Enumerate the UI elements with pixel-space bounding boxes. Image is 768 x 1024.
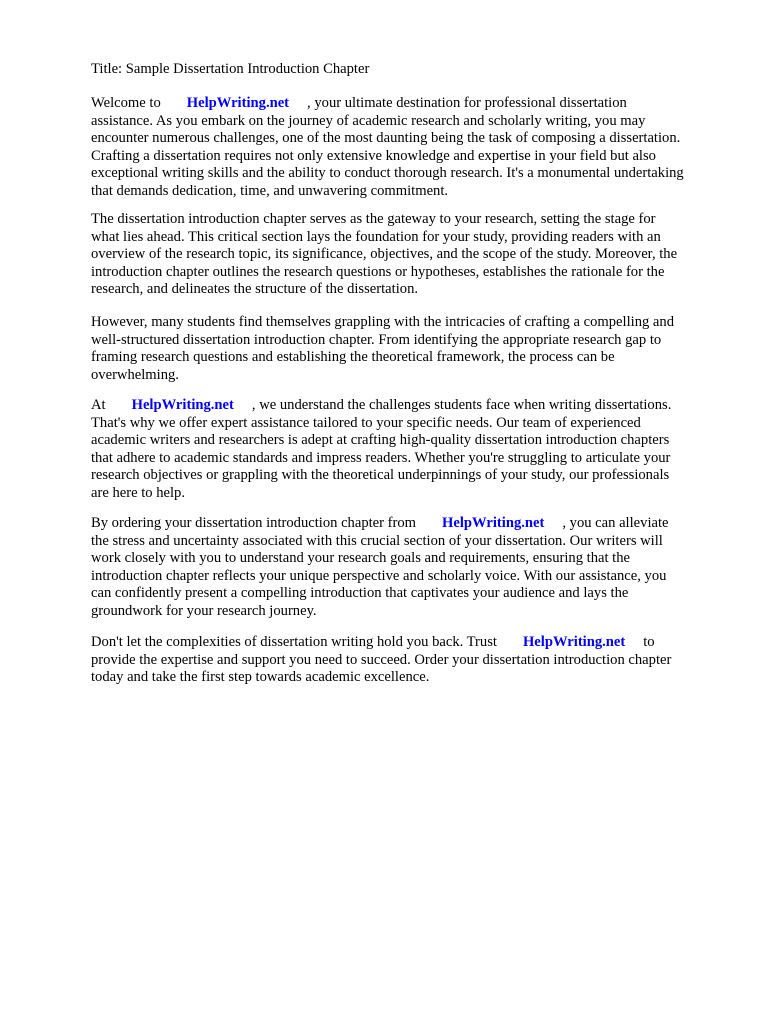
paragraph-line: academic writers and researchers is adept at crafting high-quality dissertation introduction chapters (91, 432, 670, 449)
helpwriting-link[interactable]: HelpWriting.net (131, 397, 234, 413)
paragraph-line (91, 397, 721, 415)
paragraph-line: research, and delineates the structure of the dissertation. (91, 281, 419, 298)
paragraph-line: Crafting a dissertation requires not only extensive knowledge and expertise in your field but also (91, 147, 656, 164)
helpwriting-link[interactable]: HelpWriting.net (522, 634, 626, 650)
paragraph-line: what lies ahead. This critical section lays the foundation for your study, providing readers with an (91, 228, 661, 245)
paragraph-line: are here to help. (91, 484, 185, 501)
line-text: At (91, 397, 106, 413)
paragraph-line: exceptional writing skills and the ability to conduct thorough research. It's a monumental undertaking (91, 165, 684, 182)
paragraph-line: provide the expertise and support you need to succeed. Order your dissertation introduction chapter (91, 651, 672, 668)
document-title: Title: Sample Dissertation Introduction Chapter (91, 61, 370, 77)
paragraph-line (91, 95, 721, 113)
line-text: to (643, 634, 655, 650)
paragraph-ordering (91, 515, 721, 621)
line-text: By ordering your dissertation introduction chapter from (91, 515, 417, 531)
paragraph-line: work closely with you to understand your research goals and requirements, ensuring that the (91, 550, 631, 567)
line-text: , your ultimate destination for professional dissertation (307, 95, 627, 111)
paragraph-line: can confidently present a compelling introduction that captivates your audience and lays the (91, 585, 629, 602)
paragraph-line: that adhere to academic standards and impress readers. Whether you're struggling to articulate your (91, 449, 671, 466)
helpwriting-link[interactable]: HelpWriting.net (186, 95, 290, 111)
paragraph-line: groundwork for your research journey. (91, 602, 317, 619)
paragraph-welcome (91, 95, 721, 201)
paragraph-line: That's why we offer expert assistance tailored to your specific needs. Our team of experienced (91, 414, 641, 431)
paragraph-line: introduction chapter reflects your unique perspective and scholarly voice. With our assistance, you (91, 567, 667, 584)
paragraph-line: well-structured dissertation introduction chapter. From identifying the appropriate research gap to (91, 331, 662, 348)
paragraph-line: today and take the first step towards academic excellence. (91, 669, 430, 686)
paragraph-line (91, 634, 721, 652)
line-text: Don't let the complexities of dissertation writing hold you back. Trust (91, 634, 497, 650)
paragraph-line: that demands dedication, time, and unwavering commitment. (91, 182, 449, 199)
paragraph-line: research objectives or grappling with the theoretical underpinnings of your study, our professionals (91, 467, 670, 484)
helpwriting-link[interactable]: HelpWriting.net (442, 515, 545, 531)
line-text: , we understand the challenges students face when writing dissertations. (251, 397, 672, 413)
paragraph-line: framing research questions and establishing the theoretical framework, the process can be (91, 349, 615, 366)
paragraph-line: overwhelming. (91, 366, 179, 383)
paragraph-closing (91, 634, 721, 687)
paragraph-line: encounter numerous challenges, one of the most daunting being the task of composing a dissertation. (91, 130, 681, 147)
paragraph-line: However, many students find themselves grappling with the intricacies of crafting a compelling and (91, 314, 675, 330)
line-text: Welcome to (91, 95, 161, 111)
paragraph-our-service (91, 397, 721, 503)
paragraph-line: The dissertation introduction chapter serves as the gateway to your research, setting the stage for (91, 211, 656, 227)
paragraph-line (91, 515, 721, 533)
paragraph-challenges (91, 314, 721, 384)
paragraph-line: overview of the research topic, its significance, objectives, and the scope of the study. Moreover, the (91, 246, 678, 263)
paragraph-line: introduction chapter outlines the research questions or hypotheses, establishes the rationale for the (91, 263, 665, 280)
paragraph-introduction-purpose (91, 211, 721, 299)
paragraph-line: the stress and uncertainty associated with this crucial section of your dissertation. Our writers will (91, 532, 663, 549)
paragraph-line: assistance. As you embark on the journey of academic research and scholarly writing, you may (91, 112, 646, 129)
line-text: , you can alleviate (562, 515, 669, 531)
